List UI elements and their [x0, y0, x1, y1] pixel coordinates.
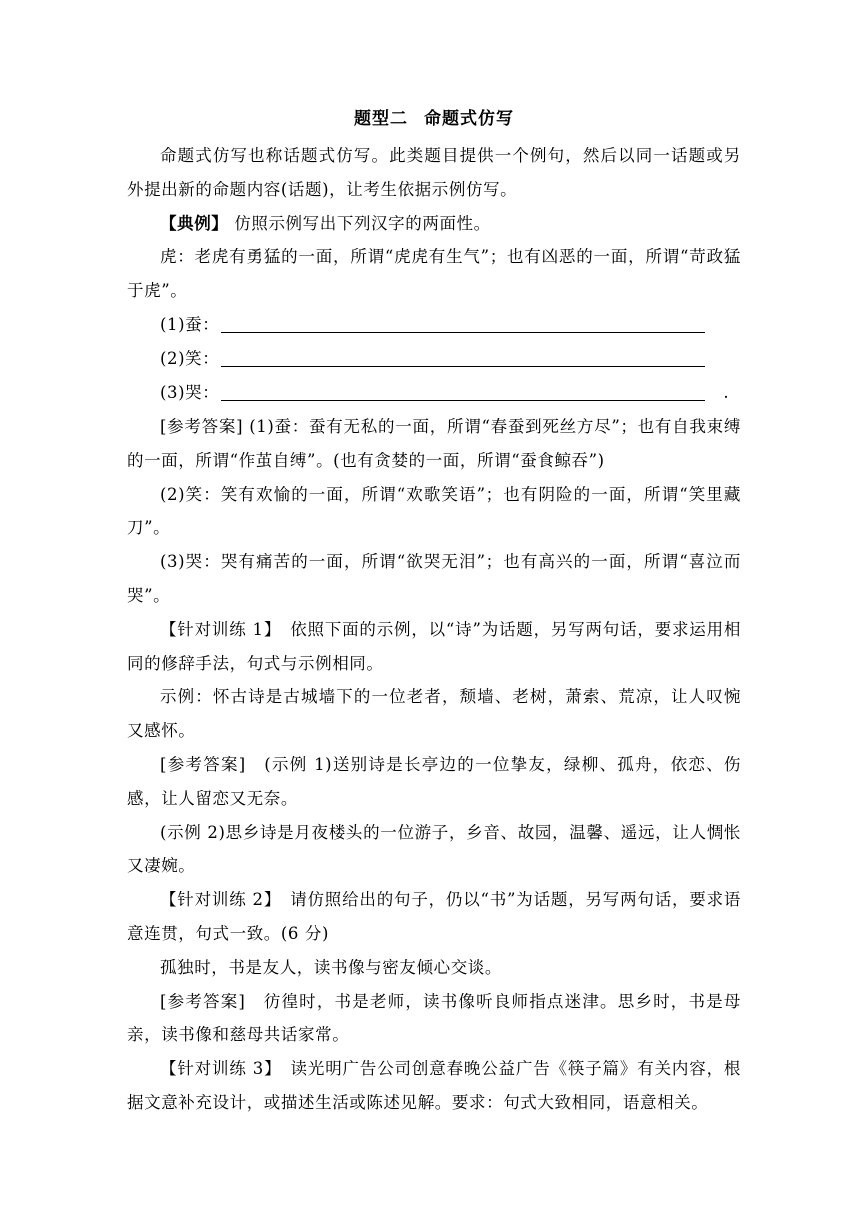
- section-title-type: 题型二: [354, 109, 408, 129]
- training1-heading: [127, 613, 741, 681]
- training2-answer: [参考答案] 彷徨时，书是老师，读书像听良师指点迷津。思乡时，书是母亲，读书像和慈母共话家常。: [127, 991, 741, 1045]
- training1-answer-1: [参考答案] (示例 1)送别诗是长亭边的一位挚友，绿柳、孤舟，依恋、伤感，让人留恋又无奈。: [127, 754, 741, 808]
- section-title-name: 命题式仿写: [424, 109, 514, 129]
- example-answer-1: [参考答案] (1)蚕：蚕有无私的一面，所谓“春蚕到死丝方尽”；也有自我束缚的一面，所谓“作茧自缚”。(也有贪婪的一面，所谓“蚕食鲸吞”): [127, 416, 741, 470]
- training2-heading: [127, 883, 741, 951]
- example-sample: 虎：老虎有勇猛的一面，所谓“虎虎有生气”；也有凶恶的一面，所谓“苛政猛于虎”。: [127, 247, 741, 301]
- blank-label-3: (3)哭：: [160, 383, 220, 403]
- intro-paragraph: 命题式仿写也称话题式仿写。此类题目提供一个例句，然后以同一话题或另外提出新的命题内容(话题)，让考生依据示例仿写。: [127, 146, 741, 199]
- blank-line-1: [127, 308, 741, 342]
- answer-blank-3[interactable]: [221, 399, 705, 401]
- training3-heading: [127, 1052, 741, 1120]
- blank-line-3: [127, 376, 741, 410]
- training1-answer-2: (示例 2)思乡诗是月夜楼头的一位游子，乡音、故园，温馨、遥远，让人惆怅又凄婉。: [127, 822, 741, 876]
- training3-prompt: 读光明广告公司创意春晚公益广告《筷子篇》有关内容，根据文意补充设计，或描述生活或陈述见解。要求：句式大致相同，语意相关。: [127, 1059, 742, 1112]
- training1-label: 【针对训练 1】: [160, 619, 273, 639]
- blank-trail-mark: .: [723, 383, 729, 403]
- training2-label: 【针对训练 2】: [160, 890, 273, 910]
- document-body: [127, 100, 741, 1120]
- training2-prompt: 请仿照给出的句子，仍以“书”为话题，另写两句话，要求语意连贯，句式一致。(6 分): [127, 890, 742, 943]
- answer-blank-1[interactable]: [221, 331, 705, 333]
- section-title: [127, 104, 741, 129]
- answer-blank-2[interactable]: [221, 365, 705, 367]
- training3-label: 【针对训练 3】: [160, 1059, 274, 1079]
- training2-sample: 孤独时，书是友人，读书像与密友倾心交谈。: [160, 957, 502, 977]
- example-label: 【典例】: [160, 213, 229, 233]
- blank-line-2: [127, 342, 741, 376]
- training1-sample: 示例：怀古诗是古城墙下的一位老者，颓墙、老树，萧索、荒凉，让人叹惋又感怀。: [127, 687, 741, 741]
- blank-label-1: (1)蚕：: [160, 315, 220, 335]
- training1-prompt: 依照下面的示例，以“诗”为话题，另写两句话，要求运用相同的修辞手法，句式与示例相同。: [127, 619, 742, 673]
- example-prompt: 仿照示例写出下列汉字的两面性。: [228, 213, 491, 233]
- blank-label-2: (2)笑：: [160, 349, 220, 369]
- example-answer-2: (2)笑：笑有欢愉的一面，所谓“欢歌笑语”；也有阴险的一面，所谓“笑里藏刀”。: [127, 484, 741, 538]
- example-heading: [127, 207, 741, 241]
- example-answer-3: (3)哭：哭有痛苦的一面，所谓“欲哭无泪”；也有高兴的一面，所谓“喜泣而哭”。: [127, 552, 741, 605]
